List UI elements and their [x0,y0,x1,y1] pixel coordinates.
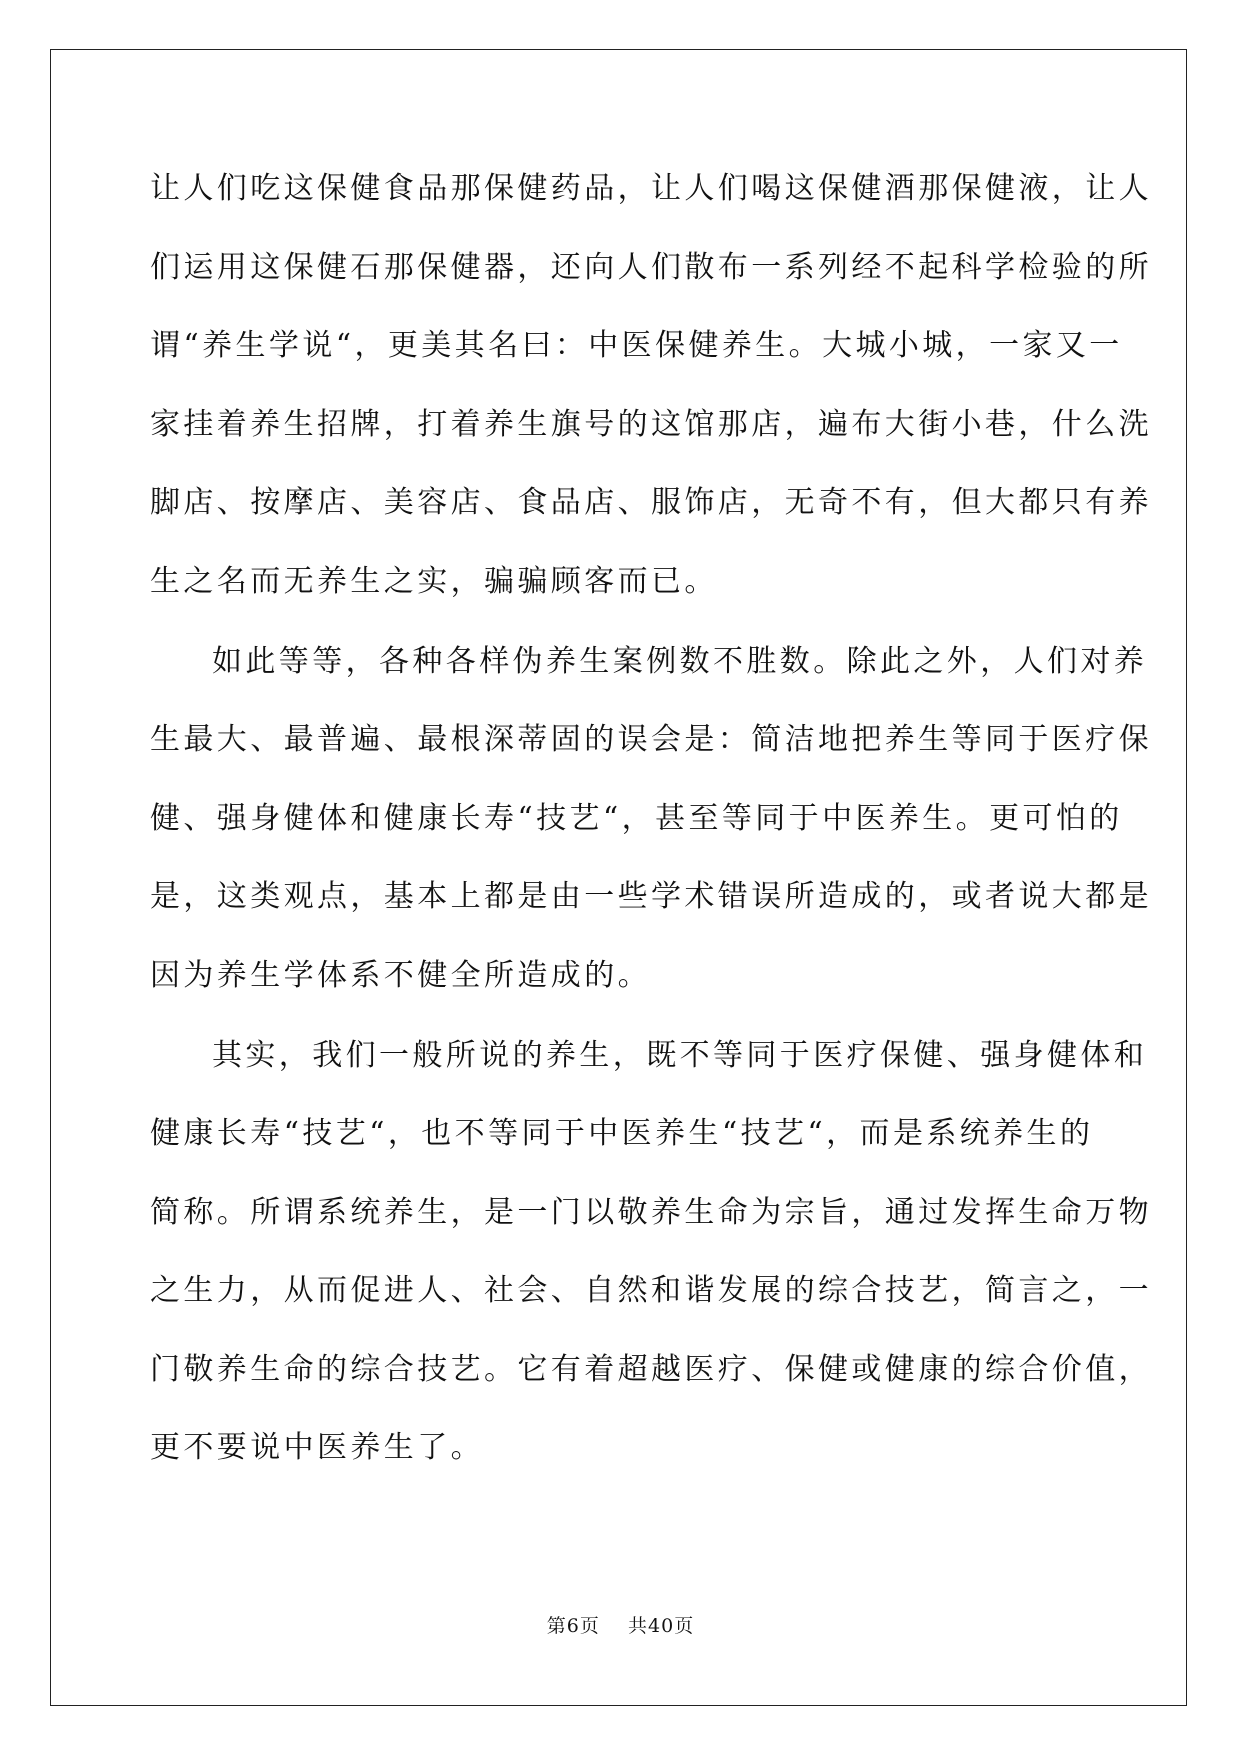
text-line: 简称。所谓系统养生，是一门以敬养生命为宗旨，通过发挥生命万物 [150,1194,1152,1230]
text-line: 家挂着养生招牌，打着养生旗号的这馆那店，遍布大街小巷，什么洗 [150,406,1152,442]
text-line: 之生力，从而促进人、社会、自然和谐发展的综合技艺，简言之，一 [150,1273,1152,1308]
paragraph-first-line: 如此等等，各种各样伪养生案例数不胜数。除此之外，人们对养 [212,643,1148,679]
document-body [150,160,1152,1498]
page-total: 共40页 [628,1615,695,1637]
text-line: 脚店、按摩店、美容店、食品店、服饰店，无奇不有，但大都只有养 [150,485,1152,520]
text-line: 门敬养生命的综合技艺。它有着超越医疗、保健或健康的综合价值， [150,1351,1152,1387]
text-line: 让人们吃这保健食品那保健药品，让人们喝这保健酒那保健液，让人 [150,171,1152,206]
text-line: 生之名而无养生之实，骗骗顾客而已。 [150,563,718,599]
text-line: 们运用这保健石那保健器，还向人们散布一系列经不起科学检验的所 [150,249,1152,285]
text-line: 谓“养生学说“，更美其名曰：中医保健养生。大城小城，一家又一 [150,328,1123,363]
text-line: 生最大、最普遍、最根深蒂固的误会是：简洁地把养生等同于医疗保 [150,722,1152,757]
page-footer [0,1611,1241,1638]
text-line: 是，这类观点，基本上都是由一些学术错误所造成的，或者说大都是 [150,879,1152,914]
text-line: 健康长寿“技艺“，也不等同于中医养生“技艺“，而是系统养生的 [150,1116,1094,1151]
text-line: 因为养生学体系不健全所造成的。 [150,957,651,993]
paragraph-first-line: 其实，我们一般所说的养生，既不等同于医疗保健、强身健体和 [212,1037,1148,1073]
page-number: 第6页 [546,1615,600,1637]
text-line: 更不要说中医养生了。 [150,1430,484,1465]
text-line: 健、强身健体和健康长寿“技艺“，甚至等同于中医养生。更可怕的 [150,800,1123,836]
